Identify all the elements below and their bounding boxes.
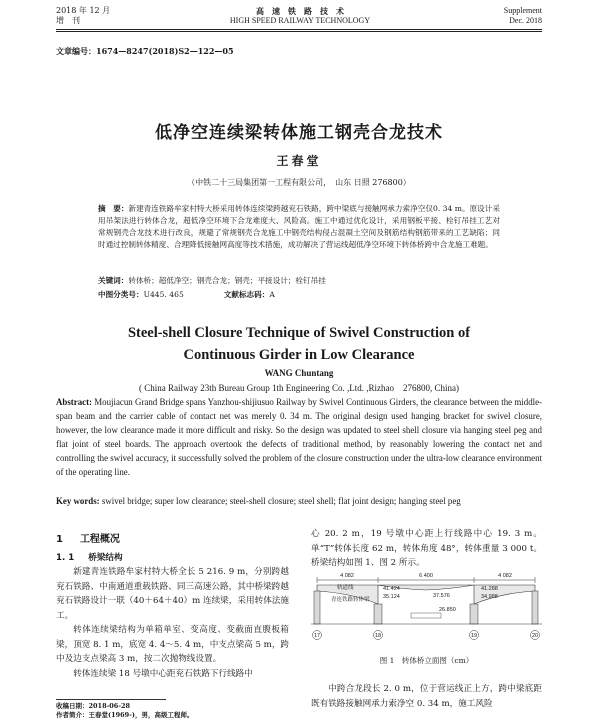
- subsection-title: 桥梁结构: [88, 553, 123, 563]
- affiliation-cn: （中铁二十三局集团第一工程有限公司， 山东 日照 276800）: [187, 178, 411, 187]
- pier-tag-19: 19: [470, 633, 478, 639]
- title-en-line1: Steel-shell Closure Technique of Swivel Construction of: [127, 325, 471, 341]
- section-number: 1: [56, 534, 63, 545]
- track-label: 轨道线: [337, 585, 354, 591]
- clc-value: U445. 465: [143, 290, 184, 299]
- elevation-label: 26.850: [439, 607, 456, 613]
- footnote: [56, 702, 193, 720]
- paragraph: 转体连续梁结构为单箱单室、变高度、变截面直腹板箱梁，顶宽 8. 1 m，底宽 4. 4～5. 4 m，中支点梁高 5 m，跨中及边支点梁高 3 m，按二次抛物线设置。: [56, 625, 290, 664]
- abstract-en: [56, 395, 542, 479]
- pier-20: [532, 591, 538, 624]
- track-label-2: 青连铁路转体梁: [331, 597, 370, 603]
- pier-17: [314, 591, 320, 624]
- title-cn: 低净空连续梁转体施工钢壳合龙技术: [155, 123, 443, 143]
- journal-name-en: HIGH SPEED RAILWAY TECHNOLOGY: [229, 16, 371, 25]
- keywords-cn: [98, 275, 500, 287]
- header-date: 2018 年 12 月: [56, 6, 111, 15]
- keywords-en-label: Key words:: [56, 496, 100, 506]
- author-en: WANG Chuntang: [264, 368, 334, 378]
- elevation-label: 41.288: [481, 586, 498, 592]
- doc-code-value: A: [269, 290, 275, 299]
- dim-label: 4 082: [340, 573, 354, 579]
- clc-label: 中图分类号：: [98, 290, 144, 299]
- pier-18: [374, 604, 382, 624]
- elevation-label: 41.424: [383, 586, 400, 592]
- abstract-cn: [98, 203, 500, 251]
- abstract-cn-text: 新建青连铁路牟家村特大桥采用转体连续梁跨越兖石铁路，跨中梁底与接触网承力索净空仅0. 34 m。原设计采用吊架法进行转体合龙，超低净空环境下合龙难度大、风险高。施工中通过优化设计，采用钢板平接、栓钉吊挂工艺对常规钢壳合龙技术进行改良，规避了常规钢壳合龙施工中钢壳结构侵占混凝土空间及钢筋结构钢筋带来的工艺缺陷；同时通过控制转体精度、合理降低接触网高度等技术措施，成功解决了营运线超低净空环境下转体桥跨中合龙施工难题。: [98, 204, 500, 249]
- subsection-number: 1. 1: [56, 553, 75, 563]
- keywords-cn-label: 关键词：: [98, 276, 129, 285]
- title-en-line2: Continuous Girder in Low Clearance: [183, 347, 415, 363]
- header-issue: 增 刊: [56, 16, 80, 25]
- dim-label: 6 400: [419, 573, 433, 579]
- keywords-en-text: swivel bridge; super low clearance; steel-shell closure; steel shell; flat joint design; hanging steel peg: [99, 496, 461, 506]
- dim-label: 4 082: [498, 573, 512, 579]
- header-date-en: Dec. 2018: [509, 16, 542, 25]
- abstract-en-text: Moujiacun Grand Bridge spans Yanzhou-shijiusuo Railway by Swivel Continuous Girders, the clearance between the middle-span beam and the carrier cable of contact net was merely 0. 34 m. The original design used hanging bracket for swivel closure, however, the low clearance made it more difficult and risky. So the design was updated to steel shell closure via hanging steel peg and flat joint of steel boards. The approach overtook the defects of traditional method, by reasonably lowering the contact net and controlling the swivel accuracy, it successfully solved the problem of the closure construction under the ultra-low clearance environment of the operating line.: [56, 397, 542, 477]
- section-heading: [56, 530, 289, 545]
- elevation-label: 34.988: [481, 594, 498, 600]
- header-rule-2: [56, 31, 542, 32]
- figure-1-elevation: [311, 571, 542, 647]
- article-number: 文章编号：1674—8247(2018)S2—122—05: [56, 46, 234, 56]
- section-title: 工程概况: [79, 534, 120, 545]
- abstract-cn-label: 摘 要：: [98, 204, 129, 213]
- pier-tag-20: 20: [531, 633, 539, 639]
- elevation-label: 37.576: [433, 593, 450, 599]
- keywords-cn-text: 转体桥；超低净空；钢壳合龙；钢壳；平接设计；栓钉吊挂: [128, 276, 326, 285]
- right-column-lower: [311, 682, 542, 711]
- affiliation-en: ( China Railway 23th Bureau Group 1th Engineering Co. ,Ltd. ,Rizhao 276800, China): [139, 383, 459, 393]
- pier-tag-18: 18: [374, 633, 382, 639]
- right-column: [311, 527, 542, 571]
- header-supplement: Supplement: [503, 6, 542, 15]
- subsection-heading: [56, 551, 289, 563]
- author-bio: 作者简介：王春堂(1969-)，男，高级工程师。: [56, 711, 194, 719]
- classification-cn: [98, 289, 500, 301]
- pier-19: [470, 604, 478, 624]
- doc-code-label: 文献标志码：: [223, 290, 270, 299]
- header-rule: [56, 29, 542, 30]
- keywords-en: [56, 494, 542, 508]
- received-date: 收稿日期：2018-06-28: [56, 702, 131, 710]
- paragraph: 心 20. 2 m，19 号墩中心距上行线路中心 19. 3 m。单“T”转体长度 62 m，转体角度 48°，转体重量 3 000 t。桥梁结构如图 1、图 2 所示。: [311, 529, 542, 568]
- abstract-en-label: Abstract:: [56, 397, 92, 407]
- paragraph: 中跨合龙段长 2. 0 m，位于营运线正上方，跨中梁底距既有铁路接触网承力索净空 0. 34 m，施工风险: [311, 684, 542, 709]
- journal-name-cn: 高 速 铁 路 技 术: [256, 6, 344, 16]
- author-cn: 王春堂: [276, 154, 322, 168]
- existing-railway: [411, 613, 441, 618]
- pier-tag-17: 17: [313, 633, 321, 639]
- pier-tags: [313, 631, 540, 640]
- left-column: [56, 530, 289, 681]
- figure-caption: 图 1 转体桥立面图（cm）: [379, 656, 474, 665]
- paragraph: 转体连续梁 18 号墩中心距兖石铁路下行线路中: [73, 668, 253, 679]
- elevation-label: 35.124: [383, 594, 400, 600]
- paragraph: 新建青连铁路牟家村特大桥全长 5 216. 9 m，分别跨越兖石铁路、中南通道重载铁路、同三高速公路，其中桥梁跨越兖石铁路设计一联（40＋64＋40）m 连续梁，采用转体法施工。: [56, 567, 289, 621]
- footnote-rule: [56, 699, 166, 700]
